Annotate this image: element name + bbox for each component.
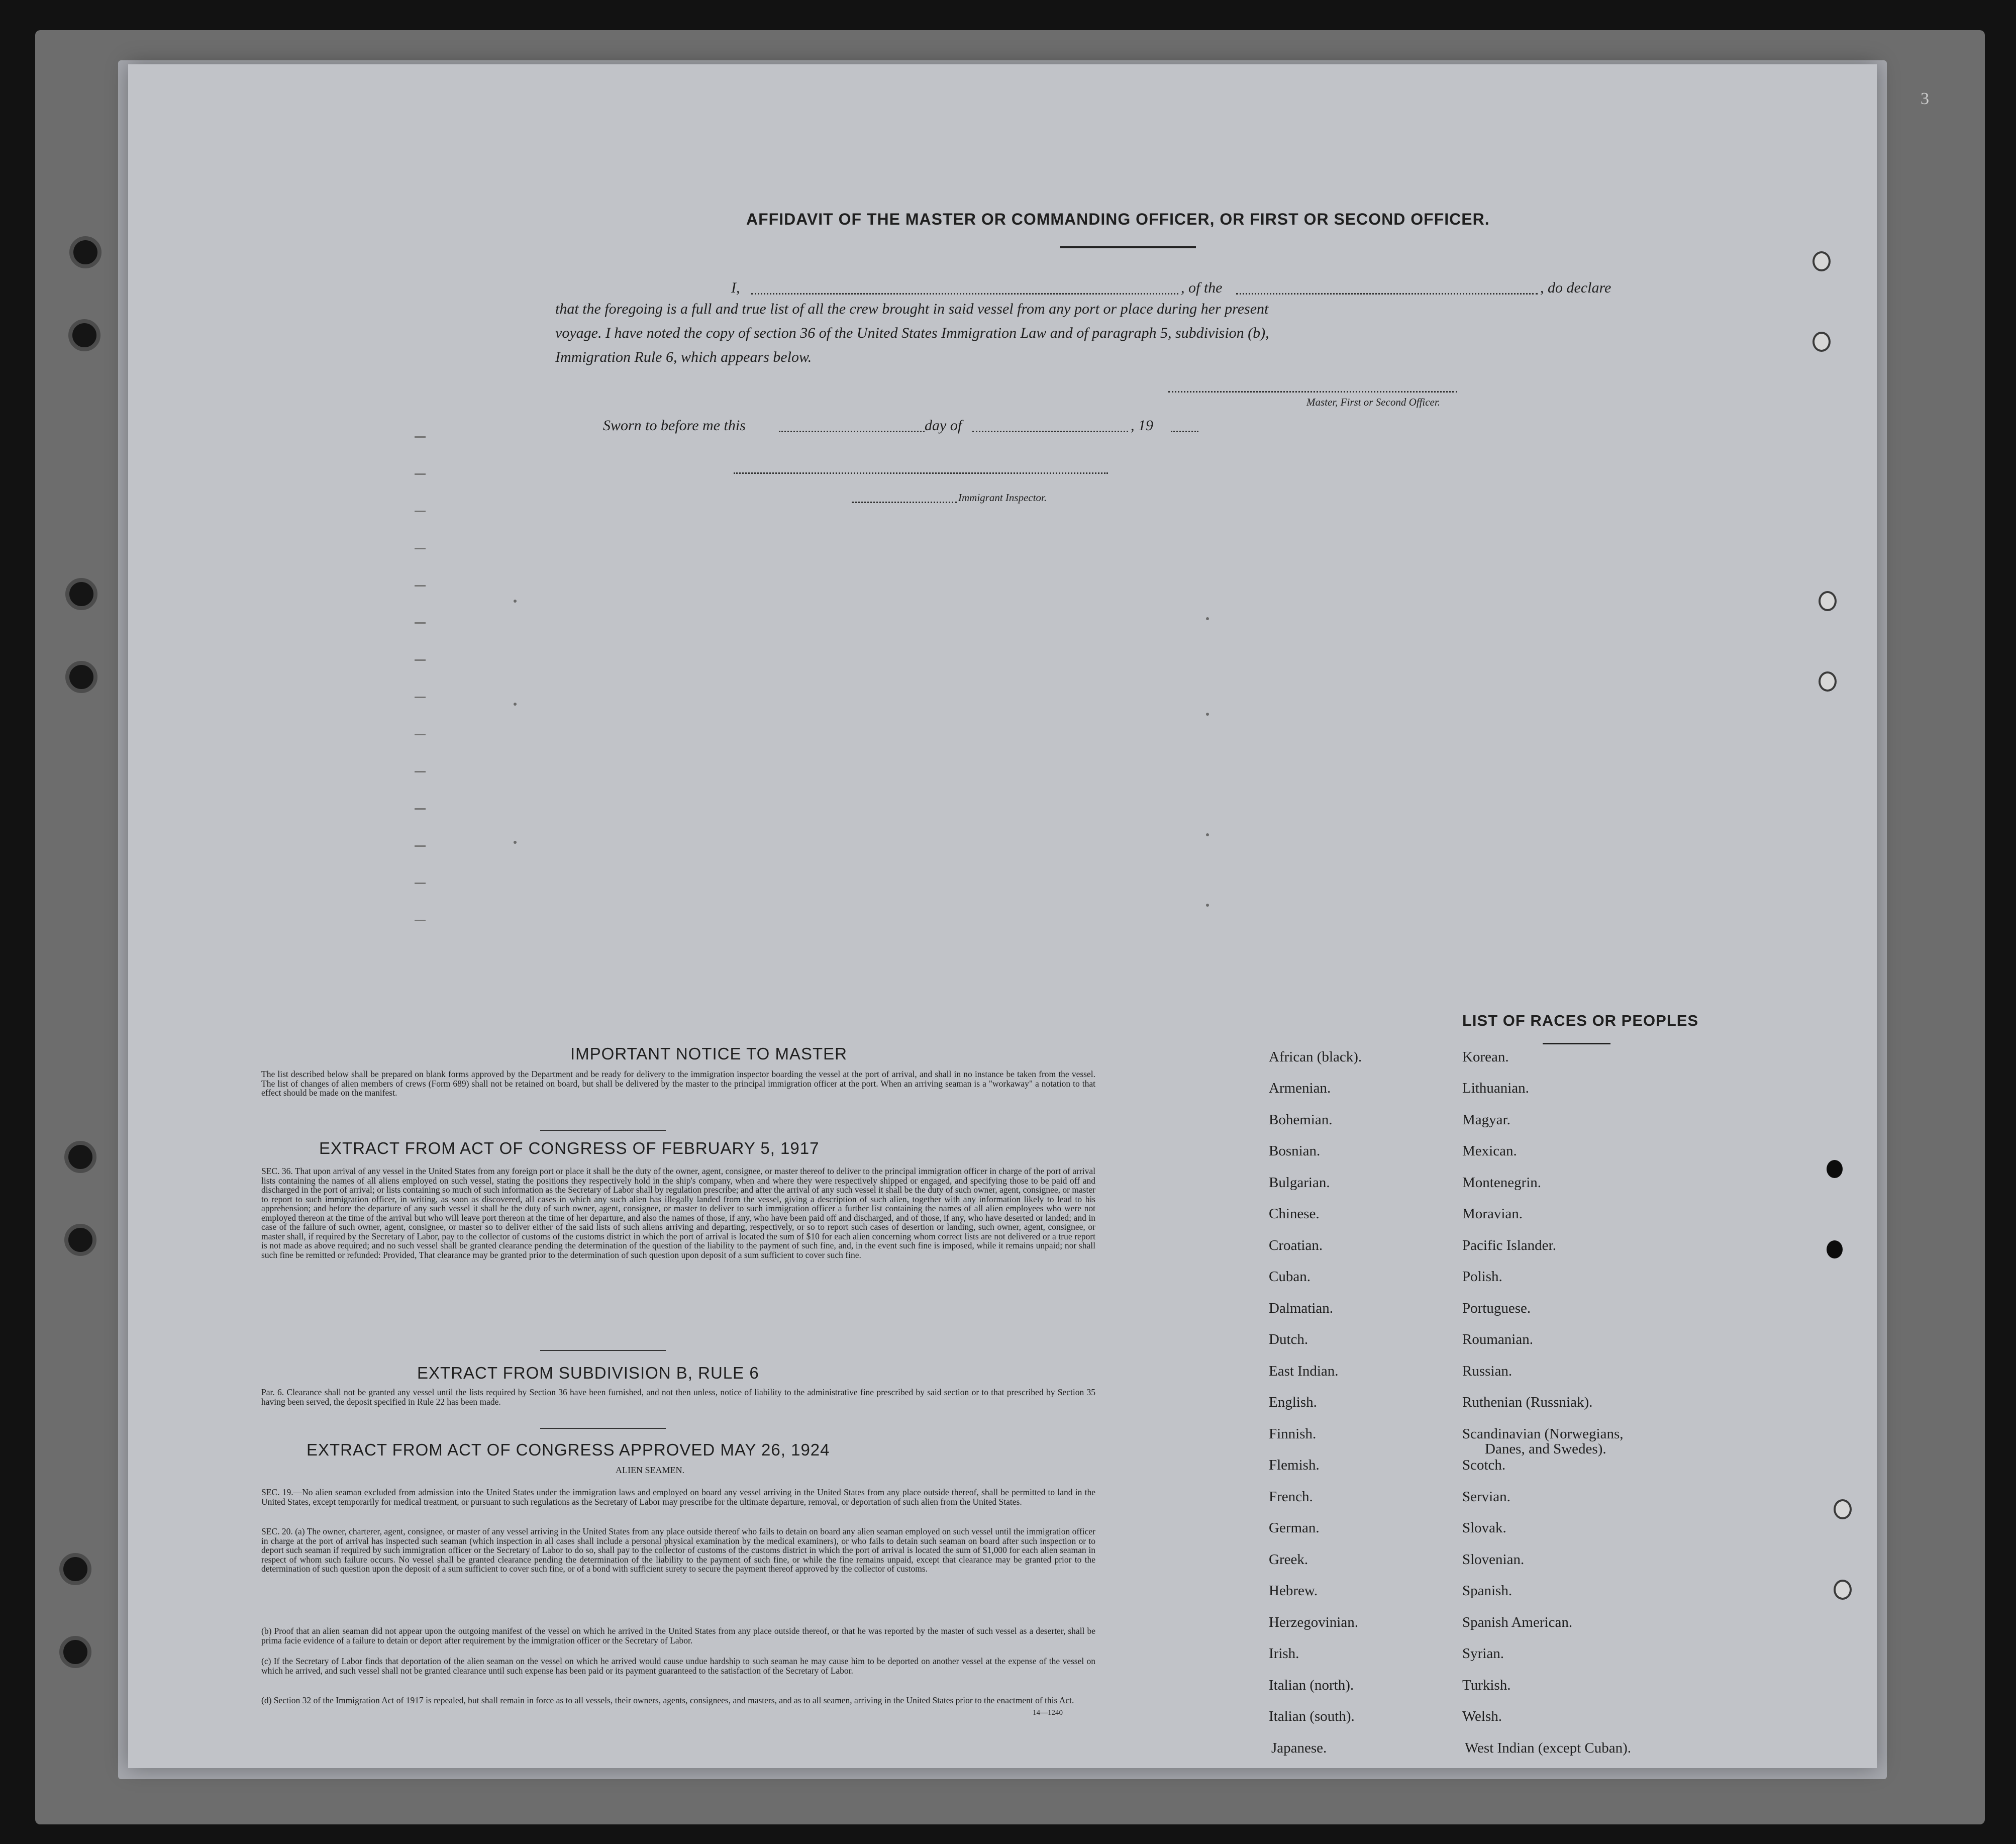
inspector-short-blank — [852, 502, 957, 503]
signature-caption: Master, First or Second Officer. — [1306, 396, 1440, 408]
title-underline — [1060, 246, 1196, 248]
punch-hole — [1834, 1499, 1852, 1519]
bleed-through-mark — [514, 600, 517, 603]
race-right: Scotch. — [1462, 1457, 1506, 1473]
binder-hole — [65, 578, 97, 610]
race-right: Polish. — [1462, 1269, 1502, 1285]
extract-1917-title: EXTRACT FROM ACT OF CONGRESS OF FEBRUARY 5, 1917 — [319, 1139, 820, 1157]
race-left: Hebrew. — [1269, 1583, 1318, 1599]
race-left: Bosnian. — [1269, 1143, 1321, 1159]
race-right: Lithuanian. — [1462, 1080, 1529, 1096]
bleed-through-mark — [415, 808, 426, 810]
race-right: Mexican. — [1462, 1143, 1517, 1159]
race-left: Italian (south). — [1269, 1708, 1355, 1724]
bleed-through-mark — [415, 771, 426, 772]
race-left: Croatian. — [1269, 1237, 1323, 1253]
sworn-year: , 19 — [1131, 417, 1153, 434]
section-divider — [540, 1350, 666, 1351]
extract-1924-title: EXTRACT FROM ACT OF CONGRESS APPROVED MAY 26, 1924 — [307, 1440, 830, 1459]
race-left: Herzegovinian. — [1269, 1614, 1358, 1630]
officer-signature-blank[interactable] — [1168, 391, 1457, 393]
declarant-prefix: I, — [731, 279, 740, 296]
race-left: Dalmatian. — [1269, 1300, 1334, 1316]
bleed-through-mark — [1206, 833, 1209, 836]
extract-1924-sec19: SEC. 19.—No alien seaman excluded from admission into the United States under the immigration laws and employed on board any vessel arriving in the United States from any place outside thereof, shall be permitted to land in the United States, except temporarily for medical treatment, or pursuant to such regulations as the Secretary of Labor may prescribe for the ultimate departure, removal, or deportation of such alien from the United States. — [261, 1487, 1095, 1507]
bleed-through-mark — [415, 920, 426, 921]
bleed-through-mark — [415, 622, 426, 624]
punch-hole — [1827, 1160, 1843, 1178]
race-right: Spanish. — [1462, 1583, 1513, 1599]
bleed-through-mark — [514, 703, 517, 706]
sworn-day-of: day of — [925, 417, 962, 434]
bleed-through-mark — [415, 511, 426, 512]
race-left: Italian (north). — [1269, 1677, 1354, 1693]
extract-rule6-body: Par. 6. Clearance shall not be granted any vessel until the lists required by Section 36 have been furnished, and not then unless, notice of liability to the administrative fine prescribed by said section or to that prescribed by Section 35 having been served, the deposit specified in Rule 22 has been made. — [261, 1387, 1095, 1407]
inspector-caption: Immigrant Inspector. — [958, 492, 1047, 504]
bleed-through-mark — [415, 585, 426, 587]
section-divider — [540, 1130, 666, 1131]
race-right: Spanish American. — [1462, 1614, 1573, 1630]
form-number: 14—1240 — [1033, 1709, 1063, 1717]
race-right: Pacific Islander. — [1462, 1237, 1556, 1253]
races-title-underline — [1543, 1043, 1610, 1044]
punch-hole — [1819, 671, 1837, 692]
race-right: Magyar. — [1462, 1112, 1510, 1128]
of-the-label: , of the — [1181, 279, 1223, 296]
punch-hole — [1819, 591, 1837, 611]
affidavit-title: AFFIDAVIT OF THE MASTER OR COMMANDING OFFICER, OR FIRST OR SECOND OFFICER. — [746, 210, 1490, 228]
margin-page-mark: 3 — [1921, 89, 1929, 108]
bleed-through-mark — [415, 734, 426, 735]
bleed-through-mark — [1206, 904, 1209, 907]
bleed-through-mark — [415, 548, 426, 549]
race-left: English. — [1269, 1394, 1317, 1410]
binder-hole — [59, 1636, 91, 1668]
extract-1924-sec20d: (d) Section 32 of the Immigration Act of 1917 is repealed, but shall remain in force as to all vessels, their owners, agents, consignees, and masters, and as to all seamen, arriving in the United States prior to the enactment of this Act. — [261, 1695, 1074, 1705]
race-left: Irish. — [1269, 1645, 1299, 1662]
binder-hole — [68, 319, 100, 351]
sworn-day-blank[interactable] — [779, 431, 925, 432]
section-divider — [540, 1428, 666, 1429]
race-left: Armenian. — [1269, 1080, 1331, 1096]
race-right: Portuguese. — [1462, 1300, 1531, 1316]
declaration-line-4: Immigration Rule 6, which appears below. — [555, 349, 812, 365]
punch-hole — [1827, 1240, 1843, 1258]
race-left: East Indian. — [1269, 1363, 1339, 1379]
race-right: Korean. — [1462, 1049, 1509, 1065]
race-right: Danes, and Swedes). — [1485, 1441, 1606, 1457]
bleed-through-mark — [415, 845, 426, 847]
binder-hole — [64, 1224, 96, 1256]
race-right: Moravian. — [1462, 1206, 1523, 1222]
race-left: French. — [1269, 1489, 1313, 1505]
race-left: Japanese. — [1271, 1740, 1327, 1756]
race-right: Slovenian. — [1462, 1551, 1525, 1568]
declarant-name-blank — [751, 293, 1178, 295]
race-right: Servian. — [1462, 1489, 1510, 1505]
race-right: Turkish. — [1462, 1677, 1511, 1693]
extract-1917-body: SEC. 36. That upon arrival of any vessel in the United States from any foreign port or place it shall be the duty of the owner, agent, consignee, or master thereof to deliver to the principal immigration officer in charge of the port of arrival lists containing the names of all aliens employed on such vessel, stating the positions they respectively hold in the ship's company, when and where they were respectively shipped or engaged, and specifying those to be paid off and discharged in the port of arrival; or lists containing so much of such information as the Secretary of Labor shall by regulation prescribe; and after the arrival of any such vessel it shall be the duty of such owner, agent, consignee, or master to report to such immigration officer, in writing, as soon as discovered, all cases in which any such alien has illegally landed from the vessel, giving a description of such alien, together with any information likely to lead to his apprehension; and before the departure of any such vessel it shall be the duty of such owner, agent, consignee, or master to deliver to such immigration officer a further list containing the names of all alien employees who were not employed thereon at the time of the arrival but who will leave port thereon at the time of her departure, and also the names of those, if any, who have been paid off and discharged, and of those, if any, who have deserted or landed; and in case of the failure of such owner, agent, consignee, or master so to deliver either of the said lists of such aliens arriving and departing, respectively, or so to report such cases of desertion or landing, such owner, agent, consignee, or master shall, if required by the Secretary of Labor, pay to the collector of customs of the customs district in which the port of arrival is located the sum of $10 for each alien concerning whom correct lists are not delivered or a true report is not made as above required; and no such vessel shall be granted clearance pending the determination of the question of the liability to the payment of such fine, and, in the event such fine is imposed, while it remains unpaid; nor shall such fine be remitted or refunded: Provided, That clearance may be granted prior to the determination of such question upon deposit of a sum sufficient to cover such fine. — [261, 1166, 1095, 1260]
sworn-year-blank[interactable] — [1171, 431, 1198, 432]
race-left: Bohemian. — [1269, 1112, 1333, 1128]
race-left: Flemish. — [1269, 1457, 1320, 1473]
race-left: Chinese. — [1269, 1206, 1320, 1222]
extract-1924-sec20c: (c) If the Secretary of Labor finds that deportation of the alien seaman on the vessel on which he arrived would cause undue hardship to such seaman he may cause him to be deported on another vessel at the expense of the vessel on which he arrived, and such vessel shall not be granted clearance until such expense has been paid or its payment guaranteed to the satisfaction of the Secretary of Labor. — [261, 1656, 1095, 1676]
bleed-through-mark — [415, 436, 426, 438]
punch-hole — [1834, 1580, 1852, 1600]
race-left: Finnish. — [1269, 1426, 1317, 1442]
race-right: Scandinavian (Norwegians, — [1462, 1426, 1624, 1442]
important-notice-title: IMPORTANT NOTICE TO MASTER — [570, 1044, 848, 1063]
binder-hole — [69, 236, 102, 268]
inspector-signature-blank[interactable] — [734, 472, 1108, 474]
bleed-through-mark — [415, 697, 426, 698]
race-right: Welsh. — [1462, 1708, 1502, 1724]
punch-hole — [1812, 332, 1831, 352]
race-right: Ruthenian (Russniak). — [1462, 1394, 1593, 1410]
do-declare-label: , do declare — [1540, 279, 1611, 296]
race-right: Syrian. — [1462, 1645, 1504, 1662]
race-right: Slovak. — [1462, 1520, 1506, 1536]
race-left: African (black). — [1269, 1049, 1362, 1065]
race-left: Bulgarian. — [1269, 1175, 1330, 1191]
affidavit-form-page — [128, 64, 1877, 1768]
sworn-month-blank[interactable] — [972, 431, 1128, 432]
race-right: Montenegrin. — [1462, 1175, 1542, 1191]
binder-hole — [65, 661, 97, 693]
binder-hole — [59, 1553, 91, 1585]
declaration-line-2: that the foregoing is a full and true list of all the crew brought in said vessel from any port or place during her present — [555, 301, 1269, 317]
race-right: West Indian (except Cuban). — [1465, 1740, 1632, 1756]
race-left: Greek. — [1269, 1551, 1308, 1568]
extract-1924-sec20a: SEC. 20. (a) The owner, charterer, agent, consignee, or master of any vessel arriving in the United States from any place outside thereof who fails to detain on board any alien seaman employed on such vessel until the immigration officer in charge at the port of arrival has inspected such seaman (which inspection in all cases shall include a personal physical examination by the medical examiners), or who fails to detain such seaman on board after such inspection or to deport such seaman if required by such immigration officer or the Secretary of Labor to do so, shall pay to the collector of customs of the customs district in which the port of arrival is located the sum of $1,000 for each alien seaman in respect of whom such failure occurs. No vessel shall be granted clearance pending the determination of the liability to the payment of such fine, or while the fine remains unpaid, except that clearance may be granted prior to the determination of such question upon the deposit of a sum sufficient to cover such fine, or of a bond with sufficient surety to secure the payment thereof approved by the collector of customs. — [261, 1526, 1095, 1574]
bleed-through-mark — [415, 473, 426, 475]
races-list-title: LIST OF RACES OR PEOPLES — [1462, 1012, 1699, 1029]
bleed-through-mark — [514, 841, 517, 844]
race-left: Dutch. — [1269, 1331, 1308, 1347]
race-left: Cuban. — [1269, 1269, 1311, 1285]
punch-hole — [1812, 251, 1831, 271]
race-right: Russian. — [1462, 1363, 1513, 1379]
bleed-through-mark — [415, 659, 426, 661]
extract-rule6-title: EXTRACT FROM SUBDIVISION B, RULE 6 — [417, 1364, 759, 1382]
sworn-prefix: Sworn to before me this — [603, 417, 746, 434]
extract-1924-sec20b: (b) Proof that an alien seaman did not appear upon the outgoing manifest of the vessel on which he arrived in the United States from any place outside thereof, or that he was reported by the master of such vessel as a deserter, shall be prima facie evidence of a failure to detain or deport after requirement by the immigration officer or the Secretary of Labor. — [261, 1626, 1095, 1645]
binder-hole — [64, 1141, 96, 1173]
bleed-through-mark — [415, 883, 426, 884]
bleed-through-mark — [1206, 617, 1209, 620]
important-notice-body: The list described below shall be prepared on blank forms approved by the Department and be ready for delivery to the immigration inspector boarding the vessel at the port of arrival, and shall in no instance be taken from the vessel. The list of changes of alien members of crews (Form 689) shall not be retained on board, but shall be delivered by the master to the principal immigration officer at the port. When an arriving seaman is a "workaway" a notation to that effect should be made on the manifest. — [261, 1069, 1095, 1098]
bleed-through-mark — [1206, 713, 1209, 716]
extract-1924-subtitle: ALIEN SEAMEN. — [616, 1465, 684, 1475]
race-left: German. — [1269, 1520, 1320, 1536]
race-right: Roumanian. — [1462, 1331, 1533, 1347]
vessel-name-blank — [1236, 293, 1538, 295]
declaration-line-3: voyage. I have noted the copy of section 36 of the United States Immigration Law and of paragraph 5, subdivision (b), — [555, 325, 1269, 341]
